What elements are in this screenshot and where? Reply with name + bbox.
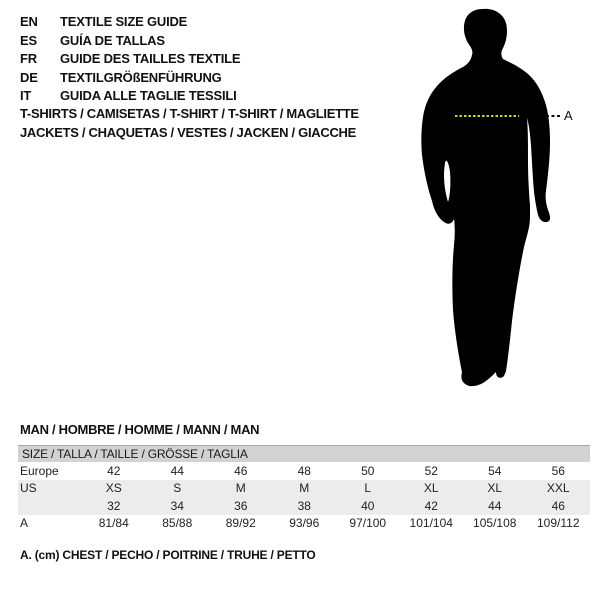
table-cell: 48 bbox=[297, 463, 311, 478]
table-cell: 50 bbox=[361, 463, 375, 478]
category-list bbox=[20, 104, 359, 142]
table-cell: 44 bbox=[488, 498, 502, 513]
table-row-label: US bbox=[20, 481, 37, 496]
language-row bbox=[20, 13, 240, 32]
table-row bbox=[18, 480, 590, 498]
language-code: IT bbox=[20, 88, 32, 103]
chest-measure-dashes-outer bbox=[546, 115, 561, 117]
table-row-label: Europe bbox=[20, 463, 59, 478]
chest-footnote: A. (cm) CHEST / PECHO / POITRINE / TRUHE / PETTO bbox=[20, 548, 316, 562]
table-row-label: A bbox=[20, 516, 29, 531]
language-row bbox=[20, 50, 240, 69]
table-cell: 34 bbox=[170, 498, 184, 513]
table-cell: 36 bbox=[234, 498, 248, 513]
category-line: JACKETS / CHAQUETAS / VESTES / JACKEN / GIACCHE bbox=[20, 125, 356, 140]
man-silhouette-icon bbox=[400, 5, 575, 395]
table-cell: 54 bbox=[488, 463, 502, 478]
table-cell: L bbox=[364, 481, 372, 496]
table-cell: 85/88 bbox=[162, 516, 193, 531]
man-silhouette-svg bbox=[400, 5, 575, 395]
chest-measure-label: A bbox=[564, 108, 573, 123]
table-cell: 42 bbox=[107, 463, 121, 478]
table-cell: 46 bbox=[551, 498, 565, 513]
table-cell: M bbox=[235, 481, 246, 496]
table-cell: 89/92 bbox=[225, 516, 256, 531]
chest-measure-dashes-inner bbox=[455, 115, 519, 117]
table-cell: 101/104 bbox=[409, 516, 453, 531]
language-title: GUÍA DE TALLAS bbox=[60, 32, 165, 48]
table-row bbox=[18, 515, 590, 533]
language-title: TEXTILE SIZE GUIDE bbox=[60, 14, 188, 29]
table-cell: XS bbox=[105, 481, 122, 496]
table-cell: 105/108 bbox=[473, 516, 517, 531]
table-cell: 56 bbox=[551, 463, 565, 478]
table-cell: 109/112 bbox=[537, 516, 580, 531]
table-cell: 40 bbox=[361, 498, 375, 513]
table-cell: M bbox=[299, 481, 310, 496]
table-cell: S bbox=[173, 481, 182, 496]
language-code: ES bbox=[20, 32, 37, 48]
language-row bbox=[20, 69, 240, 88]
language-code: EN bbox=[20, 14, 38, 29]
size-table-body bbox=[18, 462, 590, 532]
language-list bbox=[20, 13, 240, 106]
table-cell: 93/96 bbox=[289, 516, 320, 531]
table-cell: 42 bbox=[424, 498, 438, 513]
category-line: T-SHIRTS / CAMISETAS / T-SHIRT / T-SHIRT / MAGLIETTE bbox=[20, 106, 359, 121]
table-cell: XL bbox=[423, 481, 439, 496]
size-table-header: SIZE / TALLA / TAILLE / GRÖSSE / TAGLIA bbox=[18, 445, 590, 462]
table-cell: 32 bbox=[107, 498, 121, 513]
section-title-man: MAN / HOMBRE / HOMME / MANN / MAN bbox=[20, 422, 260, 437]
table-row bbox=[18, 462, 590, 480]
table-cell: 81/84 bbox=[98, 516, 129, 531]
table-cell: 46 bbox=[234, 463, 248, 478]
language-code: FR bbox=[20, 51, 37, 66]
table-cell: 38 bbox=[297, 498, 311, 513]
table-cell: XXL bbox=[546, 481, 570, 496]
table-cell: XL bbox=[487, 481, 503, 496]
table-cell: 44 bbox=[170, 463, 184, 478]
man-silhouette-body bbox=[421, 9, 550, 386]
language-row bbox=[20, 32, 240, 51]
size-table bbox=[18, 445, 590, 532]
language-row bbox=[20, 87, 240, 106]
table-cell: 52 bbox=[424, 463, 438, 478]
language-title: GUIDA ALLE TAGLIE TESSILI bbox=[60, 88, 237, 103]
language-title: GUIDE DES TAILLES TEXTILE bbox=[60, 51, 241, 66]
table-row bbox=[18, 497, 590, 515]
language-title: TEXTILGRÖßENFÜHRUNG bbox=[60, 69, 222, 85]
table-cell: 97/100 bbox=[349, 516, 387, 531]
language-code: DE bbox=[20, 69, 38, 85]
